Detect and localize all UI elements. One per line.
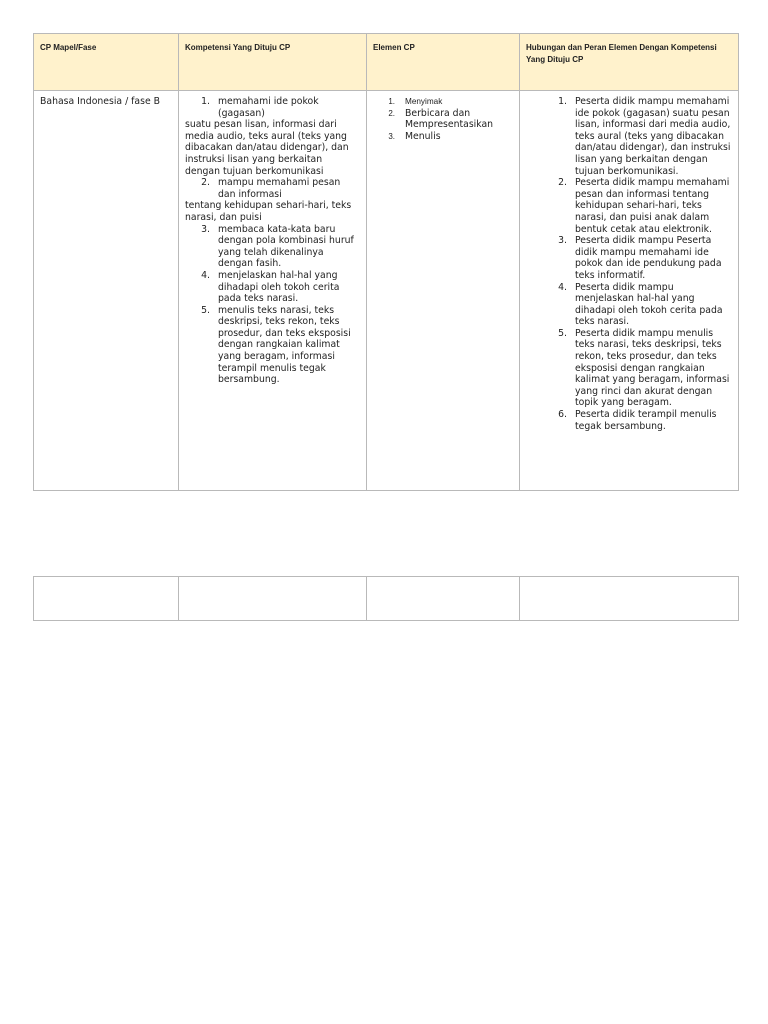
list-item [526,96,732,177]
empty-table [33,576,739,621]
list-number: 3. [201,223,210,235]
list-item [185,224,360,270]
list-item [185,96,360,119]
list-number: 4. [201,269,210,281]
list-text: Menyimak [405,97,443,106]
header-row [34,34,739,91]
list-number: 3. [388,131,395,141]
list-number: 1. [201,96,210,107]
cp-table [33,33,739,491]
list-text: Peserta didik terampil menulis tegak bersambung. [575,409,717,432]
list-item [526,177,732,235]
list-number: 2. [558,177,567,189]
empty-cell [34,577,179,621]
list-text: membaca kata-kata baru dengan pola kombinasi huruf yang telah dikenalinya dengan fasih. [218,223,354,270]
list-item [526,328,732,409]
list-item [526,235,732,281]
list-text: memahami ide pokok (gagasan) [218,96,319,119]
list-item [373,131,513,143]
list-text: mampu memahami pesan dan informasi [218,177,341,200]
list-text: Menulis [405,130,441,142]
empty-cell [367,577,520,621]
list-number: 1. [558,96,567,107]
elemen-list [373,96,513,142]
list-number: 6. [558,409,567,421]
list-text: Peserta didik mampu Peserta didik mampu memahami ide pokok dan ide pendukung pada teks informatif. [575,235,722,281]
list-text: Peserta didik mampu menulis teks narasi, teks deskripsi, teks rekon, teks prosedur, dan teks eksposisi dengan rangkaian kalimat yang beragam, informasi yang rinci dan akurat dengan topik yang beragam. [575,327,730,409]
list-text: Peserta didik mampu menjelaskan hal-hal yang dihadapi oleh tokoh cerita pada teks narasi. [575,281,723,328]
list-number: 2. [201,177,210,189]
list-item [526,282,732,328]
list-text: menjelaskan hal-hal yang dihadapi oleh tokoh cerita pada teks narasi. [218,269,340,305]
hubungan-list [526,96,732,432]
list-item [373,96,513,108]
list-text: Peserta didik mampu memahami ide pokok (gagasan) suatu pesan lisan, informasi dari media audio, teks aural (teks yang dibacakan dan/atau didengar), dan instruksi lisan yang berkaitan dengan tujuan berkomunikasi. [575,96,731,177]
list-item [185,177,360,200]
list-item [373,108,513,131]
elemen-cell [367,91,520,491]
list-number: 4. [558,281,567,293]
table-row [34,91,739,491]
kompetensi-list [185,224,360,386]
header-kompetensi: Kompetensi Yang Dituju CP [179,34,367,91]
list-continuation: suatu pesan lisan, informasi dari media audio, teks aural (teks yang dibacakan dan/atau didengar), dan instruksi lisan yang berkaitan dengan tujuan berkomunikasi [185,119,349,177]
empty-cell [520,577,739,621]
list-text: menulis teks narasi, teks deskripsi, teks rekon, teks prosedur, dan teks eksposisi dengan rangkaian kalimat yang beragam, informasi terampil menulis tegak bersambung. [218,304,351,386]
header-cp-mapel-fase: CP Mapel/Fase [34,34,179,91]
list-number: 3. [558,235,567,247]
list-item [185,270,360,305]
kompetensi-cell [179,91,367,491]
list-item [526,409,732,432]
hubungan-cell [520,91,739,491]
empty-row [34,577,739,621]
header-hubungan: Hubungan dan Peran Elemen Dengan Kompetensi Yang Dituju CP [520,34,739,91]
list-text: Peserta didik mampu memahami pesan dan informasi tentang kehidupan sehari-hari, teks narasi, dan puisi anak dalam bentuk cetak atau elektronik. [575,177,730,235]
list-number: 2. [388,108,395,118]
empty-cell [179,577,367,621]
kompetensi-list [185,177,360,200]
list-text: Berbicara dan Mempresentasikan [405,107,494,131]
mapel-cell: Bahasa Indonesia / fase B [34,91,179,491]
list-item [185,305,360,386]
kompetensi-list [185,96,360,119]
list-number: 1. [388,97,395,106]
list-number: 5. [201,304,210,316]
list-number: 5. [558,327,567,339]
list-continuation: tentang kehidupan sehari-hari, teks narasi, dan puisi [185,200,352,223]
header-elemen-cp: Elemen CP [367,34,520,91]
